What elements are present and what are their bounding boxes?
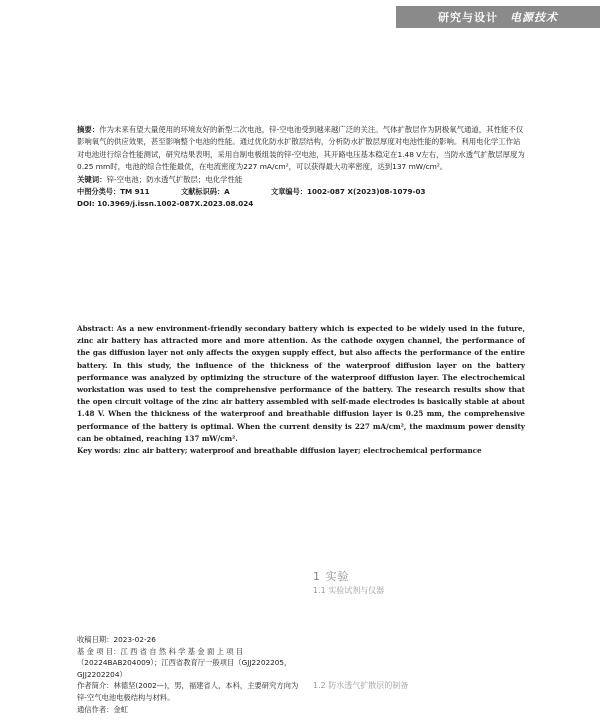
abstract-cn-paragraph [77,124,525,174]
chinese-abstract [77,124,525,210]
doi: DOI: 10.3969/j.issn.1002-087X.2023.08.024 [77,199,254,209]
corresponding-author: 通信作者：金虹 [77,704,129,714]
section-heading-1-2: 1.2 防水透气扩散层的制备 [313,681,409,690]
author-info: 作者简介：林德坚(2002—)，男，福建省人，本科，主要研究方向为锌-空气电池电极结构与材料。 [77,681,299,702]
english-abstract [77,323,525,457]
section-heading-1: 1 实验 [313,570,350,583]
keywords-en: Key words: zinc air battery; waterproof and breathable diffusion layer; electrochemical performance [77,446,482,456]
keywords-cn-label: 关键词： [77,174,107,184]
abstract-en-text: Abstract: As a new environment-friendly secondary battery which is expected to be widely used in the future, zinc air battery has attracted more and more attention. As the cathode oxygen channel, the performance of the gas diffusion layer not only affects the oxygen supply effect, but also affects the performance of the entire battery. In this study, the influence of the thickness of the waterproof diffusion layer on the battery performance was analyzed by optimizing the structure of the waterproof diffusion layer. The electrochemical workstation was used to test the comprehensive performance of the battery. The research results show that the open circuit voltage of the zinc air battery assembled with self-made electrodes is basically stable at about 1.48 V. When the thickness of the waterproof and breathable diffusion layer is 0.25 mm, the comprehensive performance of the battery is optimal. When the current density is 227 mA/cm², the maximum power density can be obtained, reaching 137 mW/cm². [77,324,525,443]
section-heading-1-1: 1.1 实验试剂与仪器 [313,586,385,595]
article-footnote [77,634,299,715]
keywords-cn [77,174,525,186]
section-label: 研究与设计 [438,11,498,24]
document-code: 文献标识码：A [181,187,230,197]
abstract-cn-text: 作为未来有望大量使用的环境友好的新型二次电池，锌-空电池受到越来越广泛的关注。气体扩散层作为阴极氧气通道，其性能不仅影响氧气的供应效果，甚至影响整个电池的性能。通过优化防水扩散层结构，分析防水扩散层厚度对电池性能的影响。利用电化学工作站对电池进行综合性能测试，研究结果表明，采用自制电极组装的锌-空电池，其开路电压基本稳定在1.48 V左右，当防水透气扩散层厚度为0.25 mm时，电池的综合性能最优，在电流密度为227 mA/cm²，可以获得最大功率密度，达到137 mW/cm²。 [77,125,525,172]
header-band [396,6,600,28]
abstract-cn-label: 摘要： [77,125,100,134]
classification-row [77,186,525,198]
keywords-cn-text: 锌-空电池；防水透气扩散层；电化学性能 [106,174,243,184]
article-number: 文章编号：1002-087 X(2023)08-1079-03 [271,187,426,197]
received-date: 收稿日期：2023-02-26 [77,635,156,644]
clc-number: 中图分类号：TM 911 [77,187,150,197]
journal-name: 电源技术 [510,11,558,24]
fund-info: 基 金 项 目：江 西 省 自 然 科 学 基 金 面 上 项 目（20224BAB204009）；江西省教育厅一般项目（GJJ2202205，GJJ2202204） [77,646,292,679]
